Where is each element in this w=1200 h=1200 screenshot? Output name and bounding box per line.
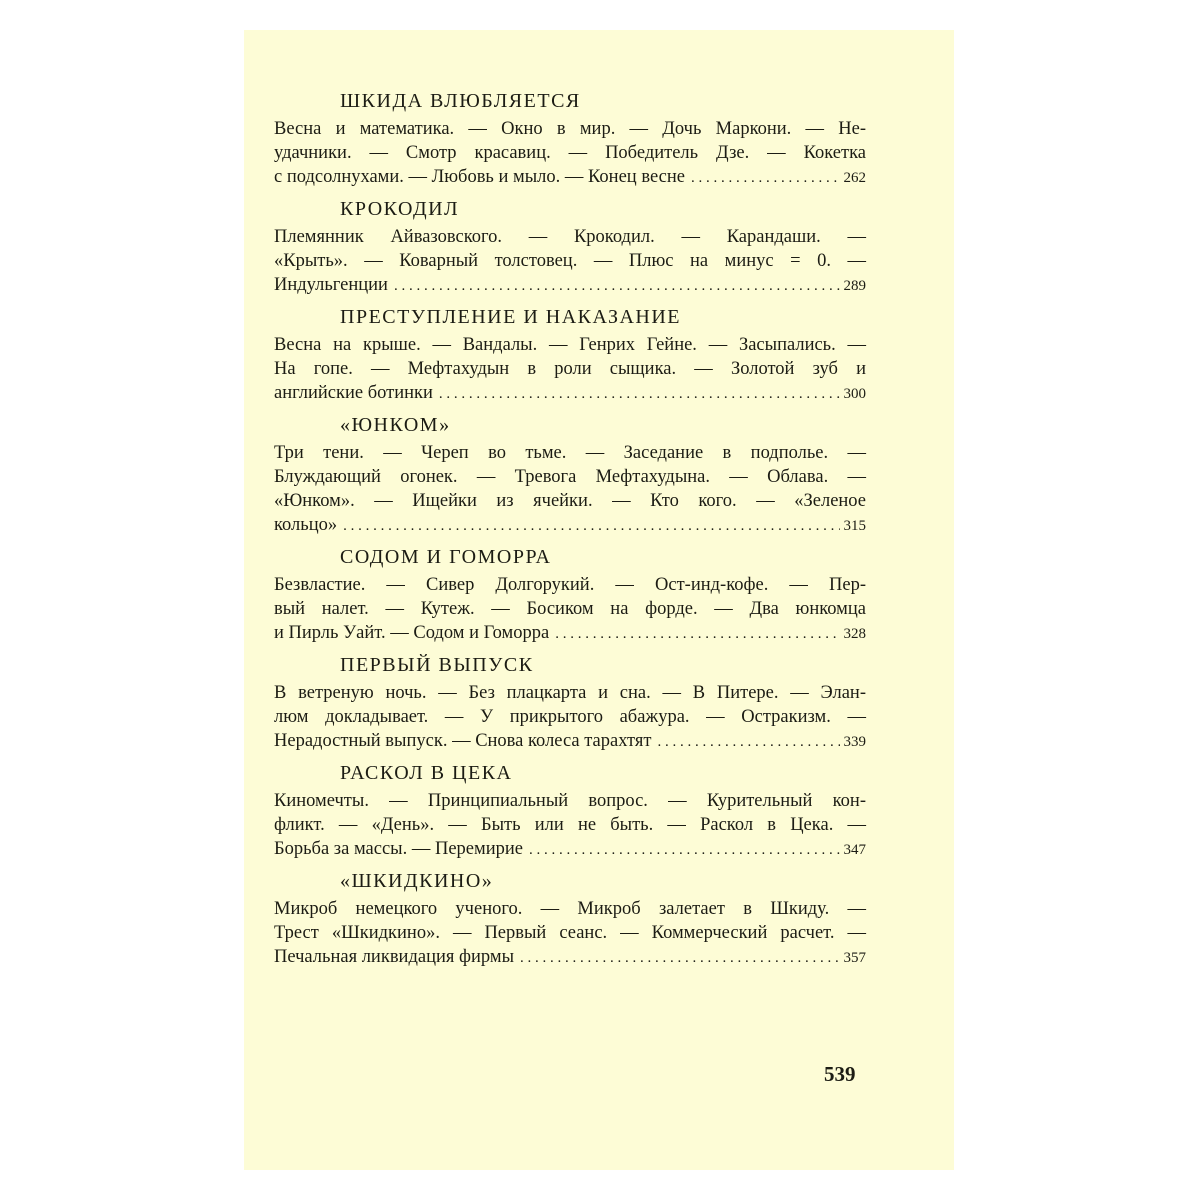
entry-line: Три тени. — Череп во тьме. — Заседание в подполье. — bbox=[274, 443, 866, 463]
toc-section-sodom-i-gomorra bbox=[274, 544, 866, 646]
entry-last-line bbox=[274, 381, 866, 406]
section-title: «ЮНКОМ» bbox=[340, 414, 451, 436]
toc-section-pervyi-vypusk bbox=[274, 652, 866, 754]
entry-line: Безвластие. — Сивер Долгорукий. — Ост-инд-кофе. — Пер- bbox=[274, 575, 866, 595]
entry-line: Киномечты. — Принципиальный вопрос. — Курительный кон- bbox=[274, 791, 866, 811]
entry-line: люм докладывает. — У прикрытого абажура. — Остракизм. — bbox=[274, 707, 866, 727]
entry-line: «Юнком». — Ищейки из ячейки. — Кто кого. — «Зеленое bbox=[274, 491, 866, 511]
page-ref: 328 bbox=[843, 626, 866, 642]
dot-leader bbox=[529, 838, 840, 862]
entry-last-line bbox=[274, 621, 866, 646]
entry-line: фликт. — «День». — Быть или не быть. — Раскол в Цека. — bbox=[274, 815, 866, 835]
section-title: РАСКОЛ В ЦЕКА bbox=[340, 762, 513, 784]
entry-line: Племянник Айвазовского. — Крокодил. — Карандаши. — bbox=[274, 227, 866, 247]
entry-line: Микроб немецкого ученого. — Микроб залетает в Шкиду. — bbox=[274, 899, 866, 919]
entry-line: В ветреную ночь. — Без плацкарта и сна. — В Питере. — Элан- bbox=[274, 683, 866, 703]
toc-section-krokodil bbox=[274, 196, 866, 298]
dot-leader bbox=[343, 514, 839, 538]
toc-section-shkidkino bbox=[274, 868, 866, 970]
dot-leader bbox=[394, 274, 840, 298]
entry-line: Весна и математика. — Окно в мир. — Дочь Маркони. — Не- bbox=[274, 119, 866, 139]
entry-line: Блуждающий огонек. — Тревога Мефтахудына. — Облава. — bbox=[274, 467, 866, 487]
entry-line: Борьба за массы. — Перемирие bbox=[274, 839, 523, 859]
toc-section-raskol-v-ceka bbox=[274, 760, 866, 862]
entry-line: кольцо» bbox=[274, 515, 338, 535]
section-title: ПРЕСТУПЛЕНИЕ И НАКАЗАНИЕ bbox=[340, 306, 682, 328]
dot-leader bbox=[439, 382, 840, 406]
entry-line: На гопе. — Мефтахудын в роли сыщика. — Золотой зуб и bbox=[274, 359, 866, 379]
page-ref: 315 bbox=[843, 518, 866, 534]
entry-last-line bbox=[274, 165, 866, 190]
entry-last-line bbox=[274, 513, 866, 538]
dot-leader bbox=[691, 166, 840, 190]
section-title: СОДОМ И ГОМОРРА bbox=[340, 546, 552, 568]
section-title: КРОКОДИЛ bbox=[340, 198, 460, 220]
toc-section-yunkom bbox=[274, 412, 866, 538]
entry-line: Печальная ликвидация фирмы bbox=[274, 947, 515, 967]
page-ref: 357 bbox=[843, 950, 866, 966]
entry-line: «Крыть». — Коварный толстовец. — Плюс на минус = 0. — bbox=[274, 251, 866, 271]
entry-last-line bbox=[274, 837, 866, 862]
entry-line: Нерадостный выпуск. — Снова колеса тарахтят bbox=[274, 731, 652, 751]
table-of-contents bbox=[274, 88, 866, 970]
entry-line: Трест «Шкидкино». — Первый сеанс. — Коммерческий расчет. — bbox=[274, 923, 866, 943]
toc-section-prestuplenie-i-nakazanie bbox=[274, 304, 866, 406]
page-ref: 289 bbox=[843, 278, 866, 294]
page-ref: 339 bbox=[843, 734, 866, 750]
section-title: «ШКИДКИНО» bbox=[340, 870, 494, 892]
page-ref: 300 bbox=[843, 386, 866, 402]
toc-section-shkida-vlyublyaetsya bbox=[274, 88, 866, 190]
page-number: 539 bbox=[824, 1062, 856, 1086]
entry-line: английские ботинки bbox=[274, 383, 433, 403]
entry-line: Индульгенции bbox=[274, 275, 388, 295]
dot-leader bbox=[520, 946, 839, 970]
dot-leader bbox=[555, 622, 839, 646]
page-ref: 262 bbox=[843, 170, 866, 186]
entry-line: с подсолнухами. — Любовь и мыло. — Конец весне bbox=[274, 167, 685, 187]
page-ref: 347 bbox=[843, 842, 866, 858]
section-title: ПЕРВЫЙ ВЫПУСК bbox=[340, 654, 534, 676]
entry-line: Весна на крыше. — Вандалы. — Генрих Гейне. — Засыпались. — bbox=[274, 335, 866, 355]
entry-last-line bbox=[274, 729, 866, 754]
entry-line: удачники. — Смотр красавиц. — Победитель Дзе. — Кокетка bbox=[274, 143, 866, 163]
entry-last-line bbox=[274, 945, 866, 970]
entry-last-line bbox=[274, 273, 866, 298]
section-title: ШКИДА ВЛЮБЛЯЕТСЯ bbox=[340, 90, 581, 112]
dot-leader bbox=[657, 730, 839, 754]
entry-line: вый налет. — Кутеж. — Босиком на форде. — Два юнкомца bbox=[274, 599, 866, 619]
entry-line: и Пирль Уайт. — Содом и Гоморра bbox=[274, 623, 550, 643]
